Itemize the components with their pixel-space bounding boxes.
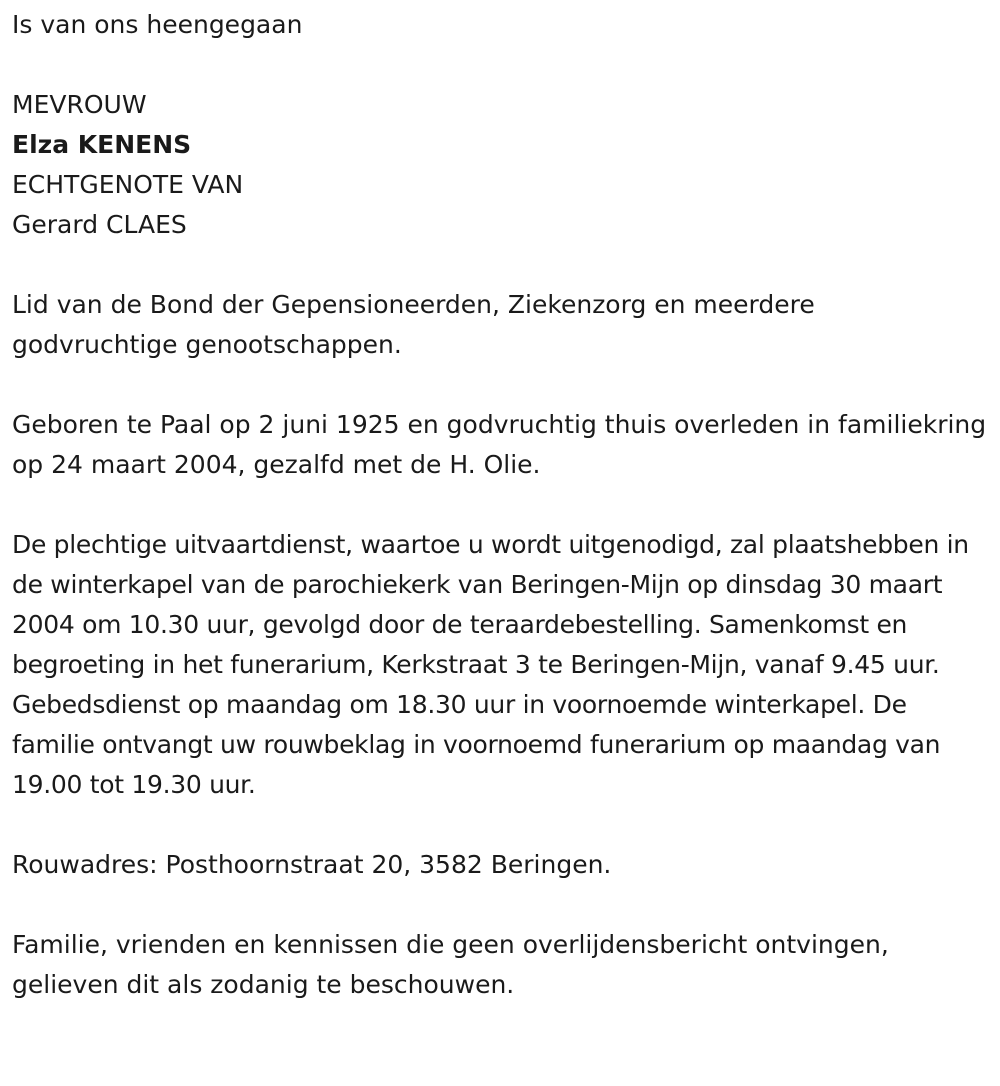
title-text: MEVROUW — [12, 90, 147, 119]
membership-paragraph: Lid van de Bond der Gepensioneerden, Ziekenzorg en meerdere godvruchtige genootschappen. — [12, 290, 815, 359]
spacer — [12, 805, 988, 845]
closing-paragraph: Familie, vrienden en kennissen die geen overlijdensbericht ontvingen, gelieven dit als zodanig te beschouwen. — [12, 930, 889, 999]
address-paragraph: Rouwadres: Posthoornstraat 20, 3582 Beringen. — [12, 850, 612, 879]
spacer — [12, 885, 988, 925]
spacer — [12, 245, 988, 285]
deceased-name: Elza KENENS — [12, 130, 192, 159]
spouse-name: Gerard CLAES — [12, 210, 187, 239]
spacer — [12, 45, 988, 85]
birth-death-paragraph: Geboren te Paal op 2 juni 1925 en godvruchtig thuis overleden in familiekring op 24 maart 2004, gezalfd met de H. Olie. — [12, 410, 987, 479]
spacer — [12, 365, 988, 405]
spacer — [12, 485, 988, 525]
spouse-label: ECHTGENOTE VAN — [12, 170, 244, 199]
intro-text: Is van ons heengegaan — [12, 10, 303, 39]
funeral-paragraph: De plechtige uitvaartdienst, waartoe u wordt uitgenodigd, zal plaatshebben in de winterkapel van de parochiekerk van Beringen-Mijn op dinsdag 30 maart 2004 om 10.30 uur, gevolgd door de teraardebestelling. Samenkomst en begroeting in het funerarium, Kerkstraat 3 te Beringen-Mijn, vanaf 9.45 uur. Gebedsdienst op maandag om 18.30 uur in voornoemde winterkapel. De familie ontvangt uw rouwbeklag in voornoemd funerarium op maandag van 19.00 tot 19.30 uur. — [12, 530, 969, 799]
